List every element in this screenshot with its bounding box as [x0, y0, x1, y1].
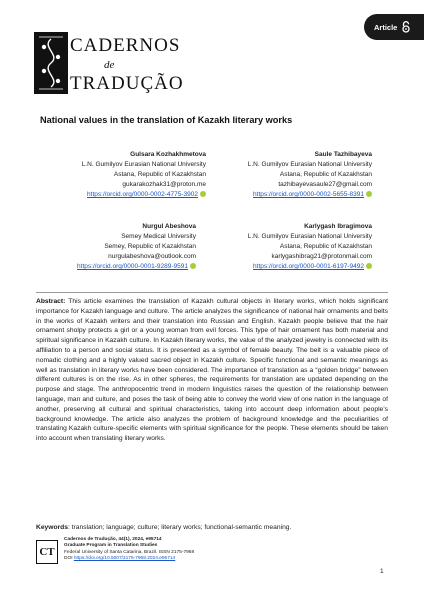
- orcid-link[interactable]: https://orcid.org/0000-0002-5655-8391: [253, 191, 364, 198]
- author-email[interactable]: gukarakozhak31@proton.me: [122, 181, 206, 188]
- abstract-text: This article examines the translation of Kazakh cultural objects in literary works, which holds significant importance for Kazakh language and culture. The article analyzes the significance of national hair ornaments and belts in the works of Kazakh writers and their translation into Russian and English. Kazakh people believe that the hair ornament sholpy protects a girl or a young woman from evil forces. This type of hair ornament has both material and spiritual significance in Kazakh culture. In Kazakh literary works, the value of the analyzed jewelry is connected with its affiliation to a person and social status. It is presented as a symbol of female beauty. The belt is a valuable piece of nomadic clothing and a highly valued sacred object in Kazakh culture. Specific functional and semantic meanings as well as translation in literary works have been considered. The importance of translation as a “golden bridge” between different cultures is on the rise. As in other spheres, the requirements for translation are updated depending on the purpose and stage. The anthropocentric trend in modern linguistics raises the question of the relationship between language, man and culture, and poses the task of being able to convey the world view of one nation in the language of another, preserving all cultural and spiritual characteristics, taking into account deep information about people’s background knowledge. The article also analyzes the problem of background knowledge and the peculiarities of translating Kazakh culture-specific elements with spiritual significance for the people. These elements should be taken into account when translating literary works.: [36, 298, 388, 443]
- logo-line-traducao: TRADUÇÃO: [70, 73, 184, 94]
- logo-line-de: de: [104, 59, 115, 71]
- orcid-link[interactable]: https://orcid.org/0000-0002-4775-3902: [87, 191, 198, 198]
- author-affiliation: Semey Medical University: [121, 233, 196, 240]
- divider: [36, 292, 388, 293]
- author-affiliation: L.N. Gumilyov Eurasian National University: [81, 161, 206, 168]
- author-email[interactable]: nurgulabeshova@outlook.com: [108, 253, 196, 260]
- orcid-icon[interactable]: [366, 191, 372, 197]
- article-title: National values in the translation of Kazakh literary works: [40, 115, 293, 125]
- author-affiliation: L.N. Gumilyov Eurasian National University: [247, 233, 372, 240]
- orcid-link[interactable]: https://orcid.org/0000-0001-9289-9591: [77, 263, 188, 270]
- keywords-text: : translation; language; culture; literary works; functional-semantic meaning.: [67, 524, 292, 531]
- article-badge-label: Article: [374, 22, 398, 32]
- author-location: Astana, Republic of Kazakhstan: [279, 243, 372, 250]
- keywords: [36, 523, 388, 533]
- footer-citation: [64, 537, 364, 562]
- author-block-3: [26, 222, 196, 272]
- author-block-2: [180, 150, 372, 200]
- abstract-label: Abstract:: [36, 298, 66, 305]
- author-name: Saule Tazhibayeva: [314, 151, 372, 158]
- university-line: Federal University of Santa Catarina, Brazil. ISSN 2175-7968: [64, 549, 195, 555]
- orcid-link[interactable]: https://orcid.org/0000-0001-6197-9492: [253, 263, 364, 270]
- author-location: Semey, Republic of Kazakhstan: [104, 243, 196, 250]
- ornament-icon: [34, 32, 68, 94]
- page-number: 1: [380, 568, 384, 575]
- author-affiliation: L.N. Gumilyov Eurasian National University: [247, 161, 372, 168]
- doi-link[interactable]: https://doi.org/10.5007/2175-7968.2024.e95714: [73, 555, 176, 561]
- logo-line-cadernos: CADERNOS: [70, 35, 181, 56]
- author-location: Astana, Republic of Kazakhstan: [113, 171, 206, 178]
- author-location: Astana, Republic of Kazakhstan: [279, 171, 372, 178]
- journal-footer-logo: CT: [36, 540, 58, 564]
- abstract: [36, 297, 388, 444]
- author-name: Nurgul Abeshova: [142, 223, 196, 230]
- journal-logo: [34, 30, 194, 108]
- article-badge: [364, 14, 424, 40]
- author-name: Gulsara Kozhakhmetova: [130, 151, 206, 158]
- citation-line: Cadernos de Tradução, 44(1), 2024, e95714: [64, 537, 162, 542]
- author-email[interactable]: karlygashibrag21@protonmail.com: [271, 253, 372, 260]
- author-name: Karlygash Ibragimova: [304, 223, 372, 230]
- keywords-label: Keywords: [36, 524, 68, 531]
- orcid-icon[interactable]: [366, 263, 372, 269]
- doi-label: DOI: [64, 555, 74, 561]
- open-access-icon: [401, 21, 411, 33]
- author-block-4: [180, 222, 372, 272]
- author-email[interactable]: tazhibayevasaule27@gmail.com: [278, 181, 372, 188]
- program-line: Graduate Program in Translation Studies: [64, 543, 158, 549]
